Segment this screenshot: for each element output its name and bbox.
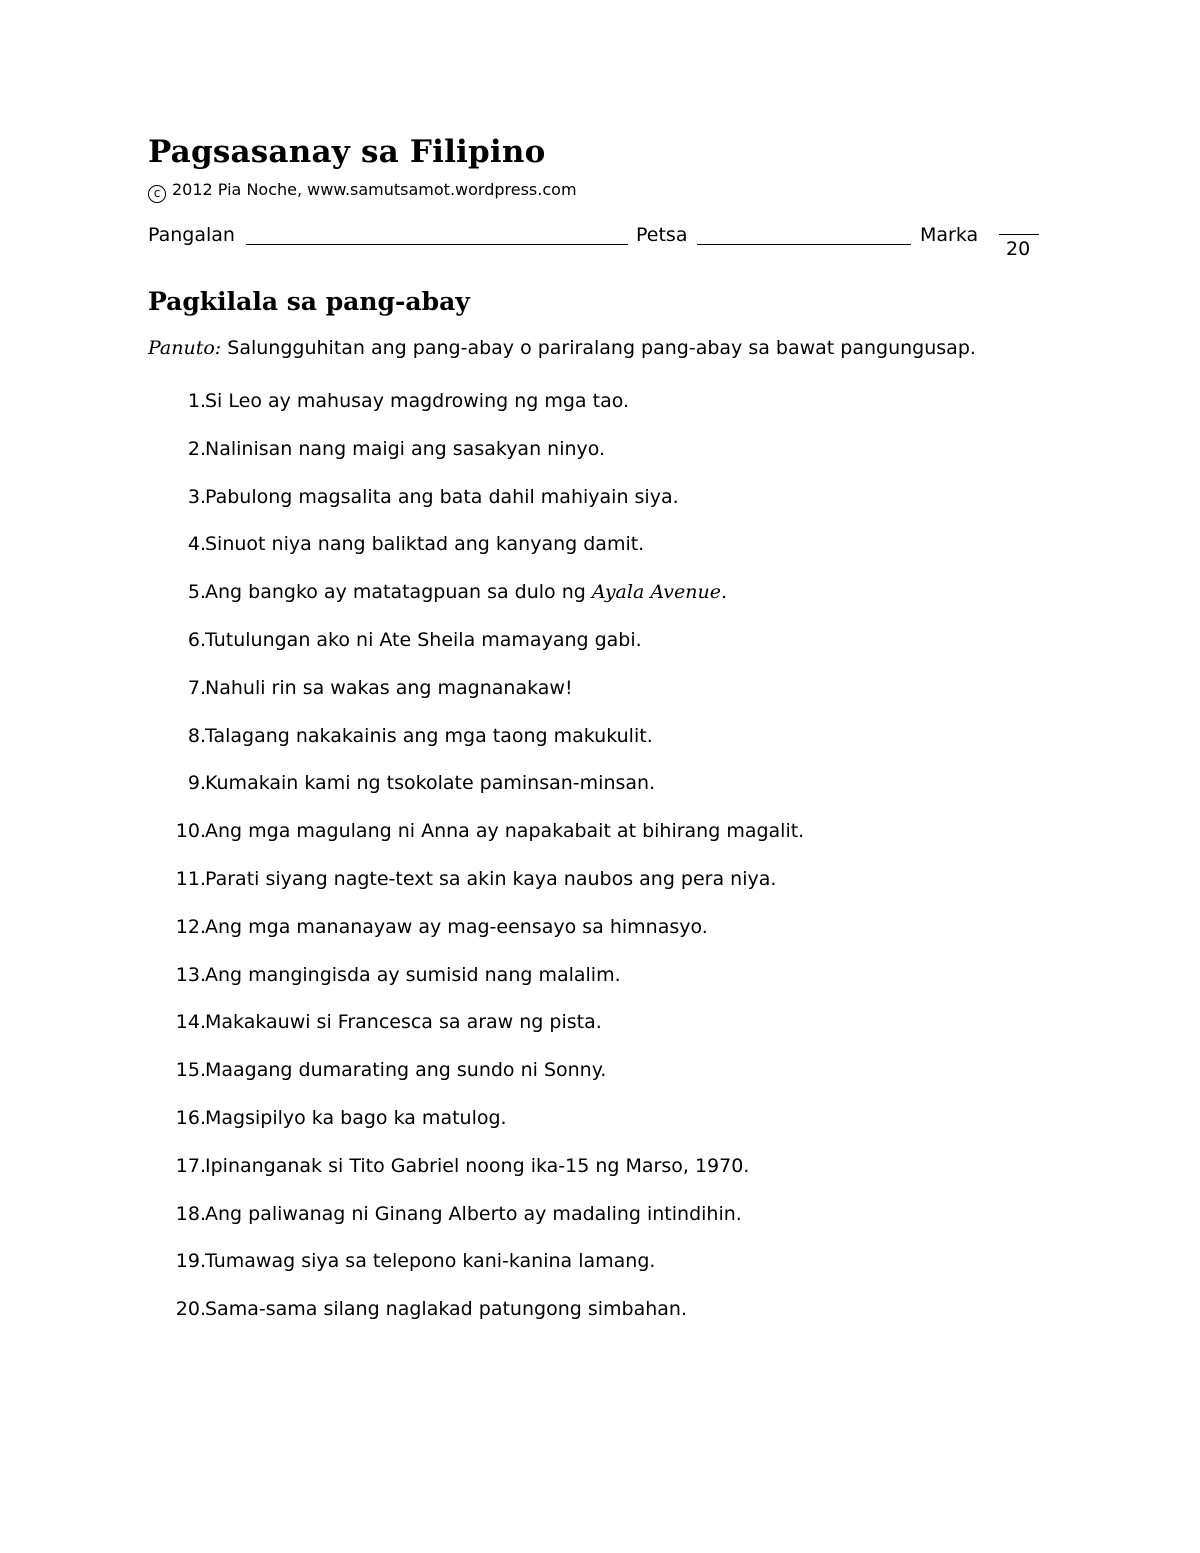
- item-text: Tutulungan ako ni Ate Sheila mamayang gabi.: [205, 628, 642, 651]
- item-text: Ang mangingisda ay sumisid nang malalim.: [205, 963, 621, 986]
- item-text: Sinuot niya nang baliktad ang kanyang damit.: [205, 533, 645, 556]
- list-item: [148, 1107, 1048, 1155]
- item-number: 4.: [187, 533, 206, 556]
- date-label: Petsa: [636, 224, 688, 246]
- item-text: Ang paliwanag ni Ginang Alberto ay madaling intindihin.: [205, 1202, 742, 1225]
- list-item: [148, 725, 1048, 773]
- item-number: 1.: [187, 390, 206, 412]
- score-label: Marka: [920, 224, 979, 246]
- item-emphasis: Ayala Avenue.: [591, 581, 728, 604]
- list-item: [148, 438, 1048, 486]
- score-total: 20: [1006, 238, 1031, 260]
- header-fields: [148, 224, 1048, 264]
- list-item: [148, 868, 1048, 916]
- item-text: Tumawag siya sa telepono kani-kanina lamang.: [205, 1250, 656, 1273]
- instructions-text: Salungguhitan ang pang-abay o pariralang pang-abay sa bawat pangungusap.: [227, 337, 976, 359]
- item-number: 10.: [175, 820, 206, 843]
- item-number: 17.: [175, 1154, 206, 1177]
- item-number: 12.: [175, 915, 206, 938]
- item-number: 11.: [175, 867, 206, 890]
- list-item: [148, 1298, 1048, 1346]
- item-number: 6.: [187, 628, 206, 651]
- date-field-line[interactable]: [697, 244, 911, 245]
- item-number: 15.: [175, 1059, 206, 1082]
- item-text: Maagang dumarating ang sundo ni Sonny.: [205, 1059, 607, 1082]
- list-item: [148, 677, 1048, 725]
- list-item: [148, 916, 1048, 964]
- item-number: 13.: [175, 963, 206, 986]
- item-text: Pabulong magsalita ang bata dahil mahiyain siya.: [205, 485, 679, 508]
- item-number: 8.: [187, 724, 206, 747]
- item-text: Si Leo ay mahusay magdrowing ng mga tao.: [205, 390, 630, 412]
- instructions-label: Panuto:: [148, 337, 222, 359]
- item-text: Ang mga mananayaw ay mag-eensayo sa himnasyo.: [205, 915, 708, 938]
- list-item: [148, 533, 1048, 581]
- item-number: 20.: [175, 1298, 206, 1321]
- item-number: 9.: [187, 772, 206, 795]
- copyright-text: 2012 Pia Noche, www.samutsamot.wordpress.com: [172, 180, 577, 199]
- item-number: 19.: [175, 1250, 206, 1273]
- item-number: 7.: [187, 676, 206, 699]
- list-item: [148, 486, 1048, 534]
- list-item: [148, 629, 1048, 677]
- item-text: Talagang nakakainis ang mga taong makukulit.: [205, 724, 653, 747]
- item-text: Nalinisan nang maigi ang sasakyan ninyo.: [205, 437, 606, 460]
- name-field-line[interactable]: [246, 244, 628, 245]
- copyright-icon: c: [148, 185, 166, 203]
- exercise-list: [148, 390, 1048, 1346]
- item-number: 18.: [175, 1202, 206, 1225]
- item-text: Magsipilyo ka bago ka matulog.: [205, 1106, 507, 1129]
- item-text: Makakauwi si Francesca sa araw ng pista.: [205, 1011, 602, 1034]
- list-item: [148, 772, 1048, 820]
- item-text: Ang bangko ay matatagpuan sa dulo ng: [205, 581, 586, 604]
- list-item: [148, 1011, 1048, 1059]
- item-number: 14.: [175, 1011, 206, 1034]
- list-item: [148, 1059, 1048, 1107]
- item-text-with-emphasis: [205, 581, 727, 603]
- item-number: 3.: [187, 485, 206, 508]
- list-item: [148, 820, 1048, 868]
- list-item: [148, 964, 1048, 1012]
- instructions: [148, 337, 976, 359]
- item-text: Nahuli rin sa wakas ang magnanakaw!: [205, 676, 573, 699]
- page-title: Pagsasanay sa Filipino: [148, 134, 546, 170]
- section-heading: Pagkilala sa pang-abay: [148, 287, 470, 316]
- item-text: Kumakain kami ng tsokolate paminsan-minsan.: [205, 772, 656, 795]
- item-number: 5.: [187, 581, 206, 604]
- list-item: [148, 390, 1048, 438]
- item-text: Parati siyang nagte-text sa akin kaya naubos ang pera niya.: [205, 867, 777, 890]
- item-number: 16.: [175, 1106, 206, 1129]
- item-text: Ang mga magulang ni Anna ay napakabait at bihirang magalit.: [205, 820, 805, 843]
- item-text: Ipinanganak si Tito Gabriel noong ika-15 ng Marso, 1970.: [205, 1154, 750, 1177]
- list-item: [148, 1155, 1048, 1203]
- list-item: [148, 1203, 1048, 1251]
- list-item: [148, 1250, 1048, 1298]
- item-number: 2.: [187, 437, 206, 460]
- item-text: Sama-sama silang naglakad patungong simbahan.: [205, 1298, 687, 1321]
- copyright-line: [148, 180, 577, 203]
- score-field-line[interactable]: [999, 234, 1039, 235]
- name-label: Pangalan: [148, 224, 235, 246]
- list-item: [148, 581, 1048, 629]
